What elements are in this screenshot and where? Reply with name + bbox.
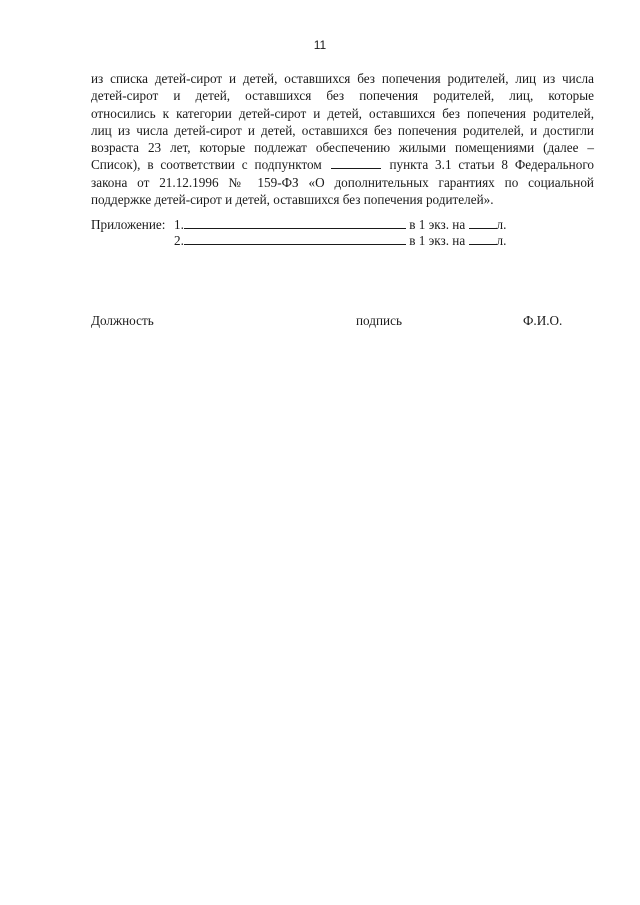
paragraph-line-part: пункта 3.1 статьи 8 Федерального [389, 157, 595, 173]
appendix-label: Приложение: [91, 217, 166, 232]
appendix-sheets-suffix: л. [496, 233, 507, 248]
paragraph-line: лиц из числа детей-сирот и детей, оставшихся без попечения родителей, и достигли [91, 122, 594, 138]
appendix-sheets-suffix: л. [496, 217, 507, 232]
appendix-copies-text: в 1 экз. на [409, 217, 466, 232]
appendix-item-number: 1. [174, 217, 184, 232]
body-paragraph [91, 70, 594, 208]
appendix-copies-text: в 1 экз. на [409, 233, 466, 248]
paragraph-line: относились к категории детей-сирот и детей, оставшихся без попечения родителей, [91, 105, 594, 121]
appendix-item-2 [91, 232, 506, 249]
paragraph-line: возраста 23 лет, которые подлежат обеспечению жилыми помещениями (далее – [91, 140, 594, 156]
paragraph-line: закона от 21.12.1996 № 159-ФЗ «О дополнительных гарантиях по социальной [91, 174, 594, 190]
page-number: 11 [313, 38, 327, 52]
paragraph-line: поддержке детей-сирот и детей, оставшихся без попечения родителей». [91, 192, 494, 208]
appendix-item-1 [91, 216, 506, 233]
appendix-sheets-blank [469, 232, 497, 245]
paragraph-line: детей-сирот и детей, оставшихся без попечения родителей, лиц, которые [91, 88, 594, 104]
appendix-item-number: 2. [174, 233, 184, 248]
signature-name-label: Ф.И.О. [523, 313, 563, 328]
signature-label: подпись [356, 313, 402, 328]
paragraph-line-part: Список), в соответствии с подпунктом [91, 157, 322, 173]
appendix-document-blank [184, 232, 406, 245]
signature-position-label: Должность [91, 313, 154, 328]
paragraph-line [91, 156, 594, 173]
paragraph-line: из списка детей-сирот и детей, оставшихся без попечения родителей, лиц из числа [91, 71, 594, 86]
appendix-document-blank [184, 216, 406, 229]
appendix-sheets-blank [469, 216, 497, 229]
subparagraph-blank-field [331, 156, 381, 169]
